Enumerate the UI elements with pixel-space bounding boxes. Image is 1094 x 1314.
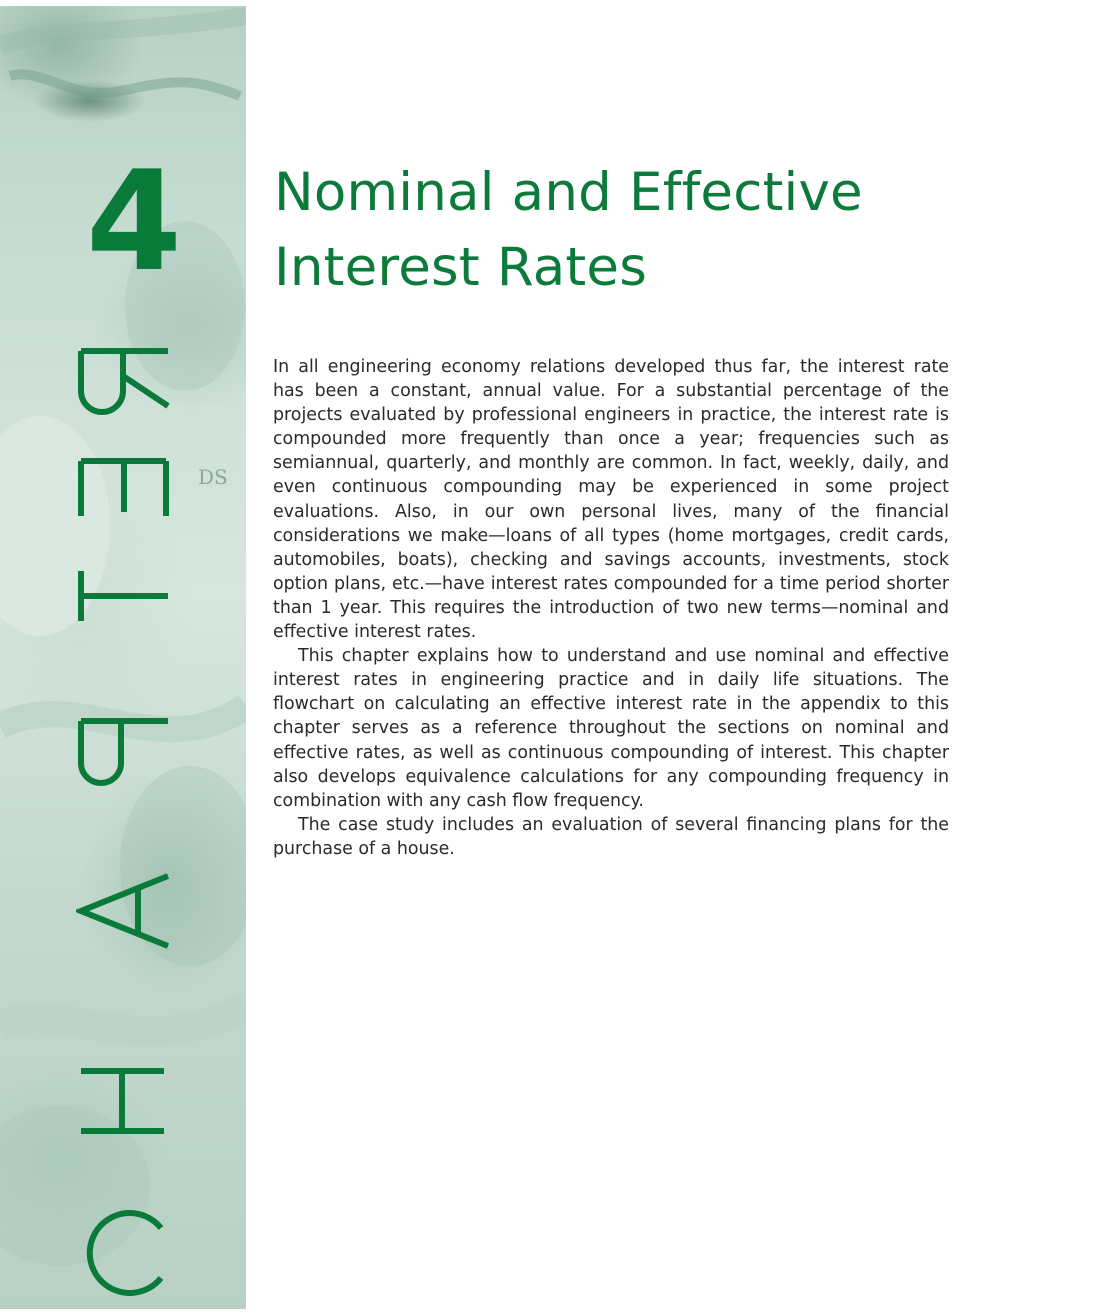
letter-r [81,351,168,412]
letter-t [81,571,168,621]
chapter-introduction [273,355,949,861]
intro-paragraph-3: The case study includes an evaluation of several financing plans for the purchase of a house. [273,814,949,859]
chapter-title [274,155,863,305]
letter-e [81,461,166,516]
chapter-number: 4 [86,141,183,302]
chapter-word-vertical [76,346,176,1306]
letter-a [81,876,168,946]
intro-paragraph-2: This chapter explains how to understand and use nominal and effective interest rates in engineering practice and in daily life situations. The flowchart on calculating an effective interest rate in the appendix to this chapter serves as a reference throughout the sections on nominal and effective rates, as well as continuous compounding of interest. This chapter also develops equivalence calculations for any compounding frequency in combination with any cash flow frequency. [273,646,949,811]
chapter-title-line-2: Interest Rates [274,237,648,298]
letter-c [90,1213,161,1293]
chapter-title-line-1: Nominal and Effective [274,162,863,223]
chapter-sidebar [0,6,246,1309]
svg-text:DS: DS [198,465,228,489]
intro-paragraph-1: In all engineering economy relations developed thus far, the interest rate has been a constant, annual value. For a substantial percentage of the projects evaluated by professional engineers in practice, the interest rate is compounded more frequently than once a year; frequencies such as semiannual, quarterly, and monthly are common. In fact, weekly, daily, and even continuous compounding may be experienced in some project evaluations. Also, in our own personal lives, many of the financial considerations we make—loans of all types (home mortgages, credit cards, automobiles, boats), checking and savings accounts, investments, stock option plans, etc.—have interest rates compounded for a time period shorter than 1 year. This requires the introduction of two new terms—nominal and effective interest rates. [273,357,949,643]
letter-h [81,1071,164,1131]
letter-p [81,721,168,783]
